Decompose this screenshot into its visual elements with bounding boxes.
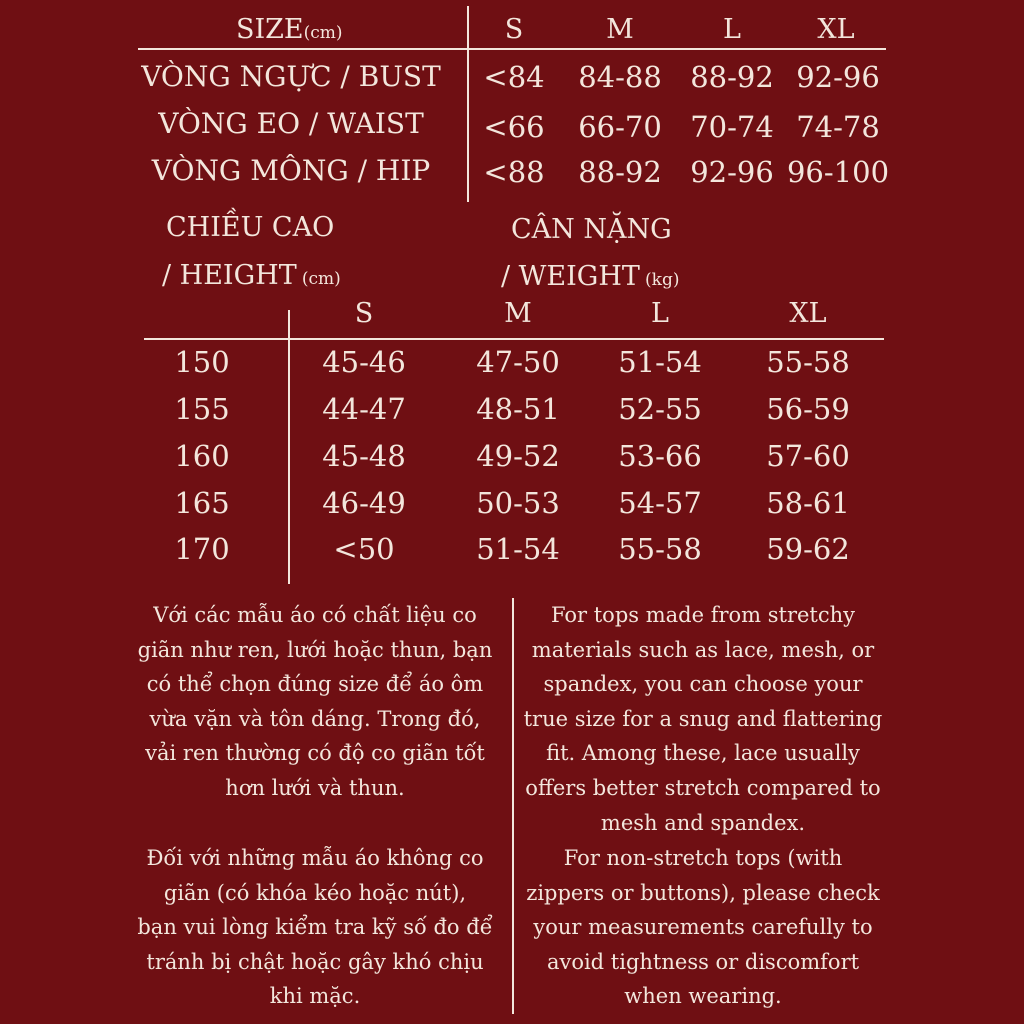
note-line: mesh and spandex. [600,810,806,835]
note-line: zippers or buttons), please check [526,880,880,905]
note-line: tránh bị chật hoặc gây khó chịu [146,949,484,974]
w170-l: 55-58 [618,532,702,566]
w150-m: 47-50 [476,345,560,379]
note-line: vừa vặn và tôn dáng. Trong đó, [149,706,481,731]
size-col-m: M [606,14,634,45]
size-unit: (cm) [303,23,343,43]
w160-xl: 57-60 [766,439,850,473]
w165-xl: 58-61 [766,486,850,520]
waist-m: 66-70 [578,110,662,144]
note-line: avoid tightness or discomfort [546,949,860,974]
height-165: 165 [174,486,230,520]
weight-col-l: L [651,298,669,329]
row-label-bust: VÒNG NGỰC / BUST [141,60,441,93]
note-vi-stretch [130,598,500,806]
w170-s: <50 [333,532,395,566]
weight-col-s: S [354,298,374,329]
waist-xl: 74-78 [796,110,880,144]
header-divider [138,48,886,50]
w165-l: 54-57 [618,486,702,520]
note-line: offers better stretch compared to [525,775,881,800]
height-170: 170 [174,532,230,566]
note-line: Với các mẫu áo có chất liệu co [153,603,477,627]
note-line: khi mặc. [269,984,361,1009]
bust-m: 84-88 [578,60,662,94]
hip-m: 88-92 [578,155,662,189]
hip-xl: 96-100 [786,155,890,189]
note-line: fit. Among these, lace usually [546,741,860,766]
note-line: when wearing. [624,984,782,1009]
height-155: 155 [174,392,230,426]
w155-s: 44-47 [322,392,406,426]
note-line: hơn lưới và thun. [225,775,405,800]
weight-label-line1: CÂN NẶNG [511,214,672,245]
size-label: SIZE [236,14,304,45]
note-line: Đối với những mẫu áo không co [146,846,484,870]
w155-m: 48-51 [476,392,560,426]
w160-l: 53-66 [618,439,702,473]
w165-m: 50-53 [476,486,560,520]
note-line: có thể chọn đúng size để áo ôm [146,672,484,697]
bust-xl: 92-96 [796,60,880,94]
weight-label-line2: / WEIGHT (kg) [501,261,680,292]
w155-xl: 56-59 [766,392,850,426]
w150-l: 51-54 [618,345,702,379]
note-line: For non-stretch tops (with [563,846,843,870]
weight-unit: (kg) [645,270,680,290]
w155-l: 52-55 [618,392,702,426]
bust-s: <84 [483,60,545,94]
row-label-waist: VÒNG EO / WAIST [158,107,424,140]
note-line: materials such as lace, mesh, or [531,637,875,662]
size-col-xl: XL [817,14,855,45]
w170-xl: 59-62 [766,532,850,566]
w165-s: 46-49 [322,486,406,520]
waist-s: <66 [483,110,545,144]
weight-column-divider [288,310,290,584]
height-label-line2: / HEIGHT (cm) [162,260,341,291]
height-label-line1: CHIỀU CAO [166,212,335,243]
notes-divider [512,598,514,1014]
w170-m: 51-54 [476,532,560,566]
weight-header-divider [144,338,884,340]
note-line: true size for a snug and flattering [523,706,883,731]
size-header [236,14,356,45]
w150-s: 45-46 [322,345,406,379]
waist-l: 70-74 [690,110,774,144]
note-line: vải ren thường có độ co giãn tốt [145,741,485,766]
height-160: 160 [174,439,230,473]
w160-s: 45-48 [322,439,406,473]
note-line: spandex, you can choose your [543,672,863,697]
note-en-stretch [516,598,890,840]
note-line: giãn (có khóa kéo hoặc nút), [163,880,467,905]
size-col-s: S [504,14,524,45]
weight-col-xl: XL [789,298,827,329]
note-line: your measurements carefully to [533,915,873,940]
note-en-nonstretch [516,841,890,1014]
note-line: bạn vui lòng kiểm tra kỹ số đo để [137,915,493,940]
hip-s: <88 [483,155,545,189]
row-label-hip: VÒNG MÔNG / HIP [151,154,431,187]
hip-l: 92-96 [690,155,774,189]
w160-m: 49-52 [476,439,560,473]
note-line: giãn như ren, lưới hoặc thun, bạn [137,637,493,662]
note-vi-nonstretch [130,841,500,1014]
bust-l: 88-92 [690,60,774,94]
w150-xl: 55-58 [766,345,850,379]
height-unit: (cm) [301,269,341,289]
note-line: For tops made from stretchy [550,603,856,627]
weight-col-m: M [504,298,532,329]
height-150: 150 [174,345,230,379]
size-col-l: L [723,14,741,45]
